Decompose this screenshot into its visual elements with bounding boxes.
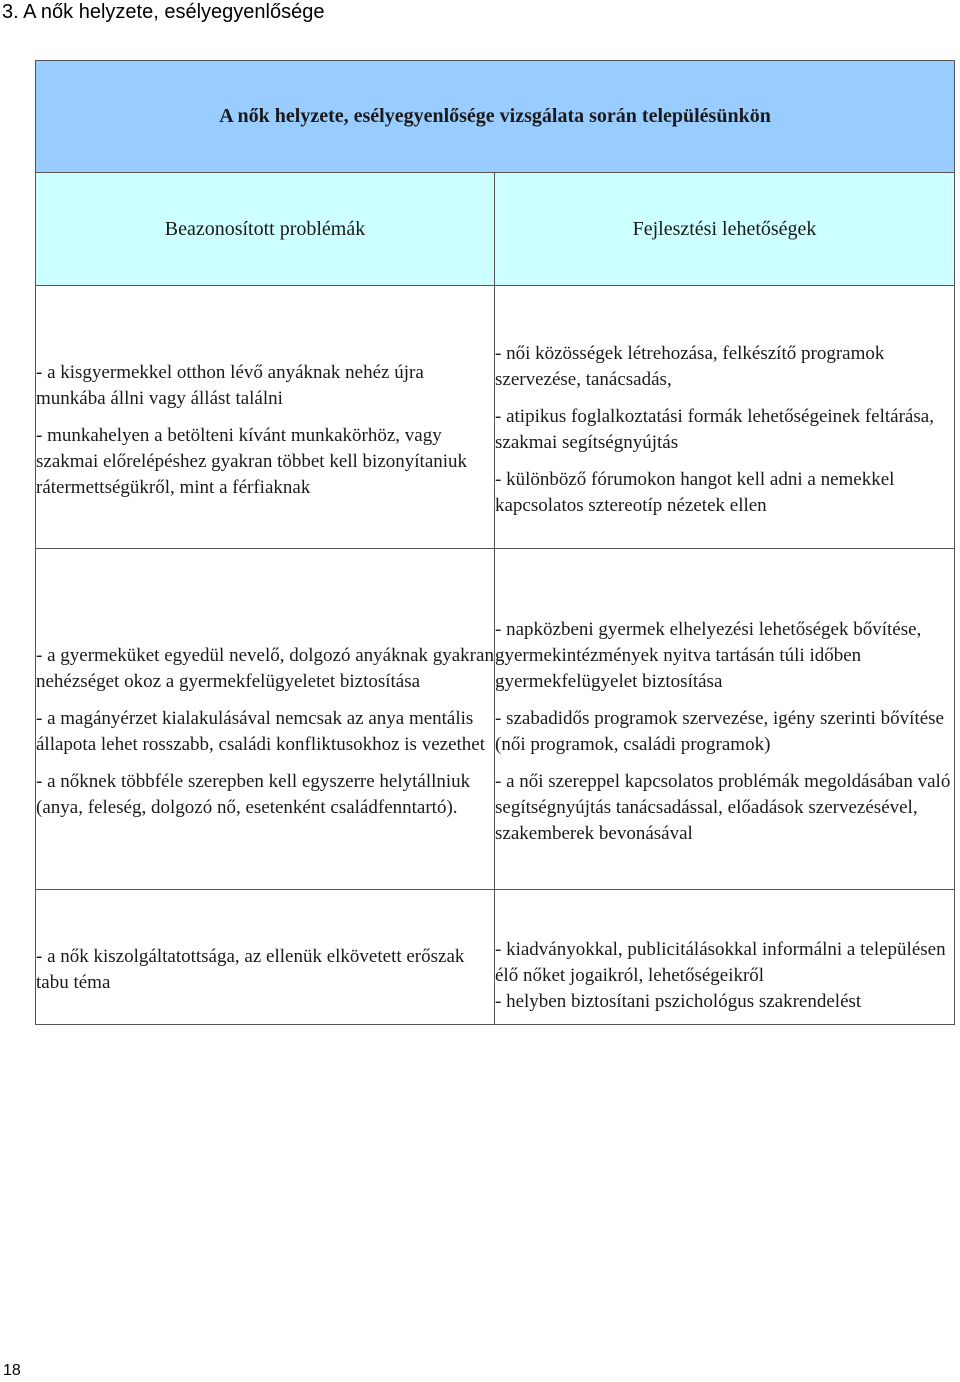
opportunity-item: - kiadványokkal, publicitálásokkal informálni a településen élő nőket jogaikról, lehetőségeikről	[495, 938, 946, 986]
problem-item: - a nők kiszolgáltatottsága, az ellenük elkövetett erőszak tabu téma	[36, 946, 465, 993]
problem-item: - a magányérzet kialakulásával nemcsak az anya mentális állapota lehet rosszabb, családi konfliktusokhoz is vezethet	[36, 708, 485, 755]
opportunity-item: - női közösségek létrehozása, felkészítő programok szervezése, tanácsadás,	[495, 343, 885, 390]
table-row	[36, 286, 955, 549]
problem-item: - munkahelyen a betölteni kívánt munkakörhöz, vagy szakmai előrelépéshez gyakran többet kell bizonyítaniuk rátermettségükről, mint a férfiaknak	[36, 424, 468, 498]
table-title-row	[36, 61, 955, 173]
problems-cell	[36, 549, 495, 890]
opportunity-item: - a női szereppel kapcsolatos problémák megoldásában való segítségnyújtás tanácsadással, előadások szervezésével, szakemberek bevonásával	[495, 771, 951, 844]
problem-item: - a nőknek többféle szerepben kell egyszerre helytállniuk (anya, feleség, dolgozó nő, esetenként családfenntartó).	[36, 771, 471, 818]
table-header-row	[36, 173, 955, 286]
opportunities-cell	[495, 286, 955, 549]
opportunities-cell	[495, 549, 955, 890]
problems-cell	[36, 890, 495, 1025]
section-heading: 3. A nők helyzete, esélyegyenlősége	[2, 1, 325, 23]
opportunities-cell	[495, 890, 955, 1025]
opportunity-item: - atipikus foglalkoztatási formák lehetőségeinek feltárása, szakmai segítségnyújtás	[495, 406, 934, 453]
table-row	[36, 549, 955, 890]
table-row	[36, 890, 955, 1025]
opportunity-item: - napközbeni gyermek elhelyezési lehetőségek bővítése, gyermekintézmények nyitva tartásán túli időben gyermekfelügyelet biztosítása	[495, 619, 922, 692]
page-number: 18	[3, 1362, 21, 1379]
column-header-problems: Beazonosított problémák	[36, 173, 495, 286]
opportunity-item: - szabadidős programok szervezése, igény szerinti bővítése (női programok, családi programok)	[495, 708, 944, 755]
problems-cell	[36, 286, 495, 549]
column-header-opportunities: Fejlesztési lehetőségek	[495, 173, 955, 286]
problem-item: - a kisgyermekkel otthon lévő anyáknak nehéz újra munkába állni vagy állást találni	[36, 361, 424, 409]
table-title: A nők helyzete, esélyegyenlősége vizsgálata során településünkön	[36, 61, 955, 173]
opportunity-item: - különböző fórumokon hangot kell adni a nemekkel kapcsolatos sztereotíp nézetek ellen	[495, 469, 895, 516]
womens-situation-table	[35, 60, 955, 1025]
opportunity-item: - helyben biztosítani pszichológus szakrendelést	[495, 990, 862, 1012]
problem-item: - a gyermeküket egyedül nevelő, dolgozó anyáknak gyakran nehézséget okoz a gyermekfelügyeletet biztosítása	[36, 645, 494, 692]
